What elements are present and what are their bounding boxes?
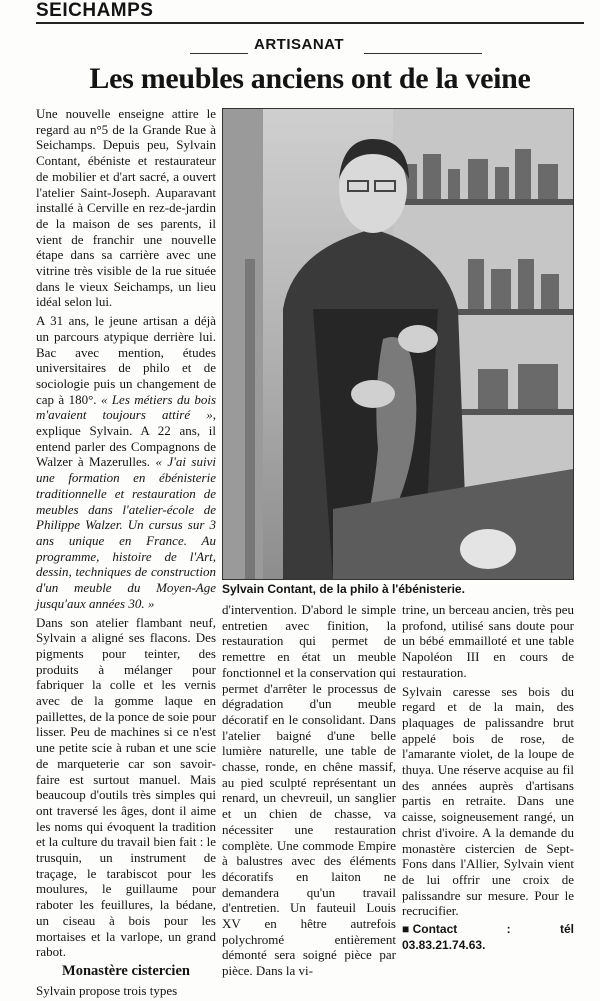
section-title: SEICHAMPS xyxy=(36,0,154,21)
rubric-rule-left xyxy=(190,53,248,54)
subheading-monastere: Monastère cistercien xyxy=(62,962,190,979)
paragraph-parcours xyxy=(36,313,216,611)
contact-tel-label: tél xyxy=(559,922,574,937)
contact-line xyxy=(402,922,574,938)
quote-formation: « J'ai suivi une formation en ébénisterie traditionnelle et restauration de meubles dans l'atelier-école de Philippe Walzer. Un cursus sur 3 ans unique en France. Au programme, histoire de l'Art, dessin, techniques de construction d'un meuble du Moyen-Age jusqu'aux années 30. » xyxy=(36,454,216,611)
quote-metiers: « Les métiers du bois m'avaient toujours attiré » xyxy=(36,391,216,423)
rubric-label: ARTISANAT xyxy=(254,36,345,53)
contact-separator: : xyxy=(506,922,511,937)
paragraph-intro: Une nouvelle enseigne attire le regard au n°5 de la Grande Rue à Seichamps. Depuis peu, Sylvain Contant, ébéniste et restaurateur de mobilier et d'art sacré, a ouvert l'atelier Saint-Joseph. Auparavant installé à Cerville en rez-de-jardin de la maison de ses parents, il vient de franchir une nouvelle étape dans sa carrière avec une vitrine très visible de la rue située dans le vieux Seichamps, un lieu idéal selon lui. xyxy=(36,106,216,310)
column-3 xyxy=(402,602,574,953)
contact-label: ■ Contact xyxy=(402,922,458,937)
photo-artisan-illustration xyxy=(223,109,573,579)
paragraph-atelier: Dans son atelier flambant neuf, Sylvain a aligné ses flacons. Des pigments pour teinter, des produits à mélanger pour fabriquer la colle et les vernis avec de la gomme laque en paillettes, de la ponce de soie pour lisser. Peu de machines si ce n'est une petite scie à ruban et une scie de marqueterie car son savoir-faire est surtout manuel. Mais beaucoup d'outils très simples qui ont traversé les âges, dont il aime les noms qui évoquent la tradition et la culture du travail bien fait : le trusquin, un instrument de traçage, le tarabiscot pour les moulures, le guillaume pour raboter les feuillures, la bédane, un ciseau à bois pour les mortaises et la varlope, un grand rabot. xyxy=(36,614,216,960)
column-2 xyxy=(222,602,396,982)
article-photo xyxy=(222,108,574,580)
rubric-rule-right xyxy=(364,53,482,54)
header-rule xyxy=(36,22,584,24)
paragraph-bois: Sylvain caresse ses bois du regard et de la main, des plaquages de palissandre brut appelé bois de rose, de l'amarante violet, de la loupe de thuya. Une réserve acquise au fil des années auprès d'artisans partis en retraite. Dans une caisse, soigneusement rangé, un christ d'ivoire. A la demande du monastère cistercien de Sept-Fons dans l'Allier, Sylvain vient de lui offrir une croix de palissandre sur mesure. Pour le recrucifier. xyxy=(402,683,574,919)
contact-phone: 03.83.21.74.63. xyxy=(402,937,486,952)
paragraph-parcours-text-b: , explique Sylvain. A 22 ans, il entend parler des Compagnons de Walzer à Mazerulles. xyxy=(36,407,216,470)
photo-caption: Sylvain Contant, de la philo à l'ébénisterie. xyxy=(222,582,465,596)
column-1 xyxy=(36,106,216,1001)
paragraph-interventions: d'intervention. D'abord le simple entretien avec finition, la restauration qui permet de remettre en état un meuble fonctionnel et la conservation qui permet d'arrêter le processus de dégradation d'un meuble décoratif en le consolidant. Dans l'atelier baigné d'une belle lumière naturelle, une table de chasse, ronde, en chêne massif, au pied sculpté représentant un renard, un chevreuil, un sanglier et un chien de chasse, va nécessiter une restauration complète. Une commode Empire à balustres avec des éléments décoratifs en laiton ne demandera qu'un travail d'entretien. Un fauteuil Louis XV en hêtre autrefois polychromé entièrement démonté sera soigné pièce par pièce. Dans la vi- xyxy=(222,602,397,979)
paragraph-parcours-text-a: A 31 ans, le jeune artisan a déjà un parcours atypique derrière lui. Bac avec mention, études universitaires de philo et de sociologie puis un changement de cap à 180°. xyxy=(36,313,216,407)
paragraph-types: Sylvain propose trois types xyxy=(36,982,178,998)
article-headline: Les meubles anciens ont de la veine xyxy=(89,62,531,95)
paragraph-vitrine: trine, un berceau ancien, très peu profond, utilisé sans doute pour un bébé emmailloté et une table Napoléon III en cours de restauration. xyxy=(402,602,574,680)
